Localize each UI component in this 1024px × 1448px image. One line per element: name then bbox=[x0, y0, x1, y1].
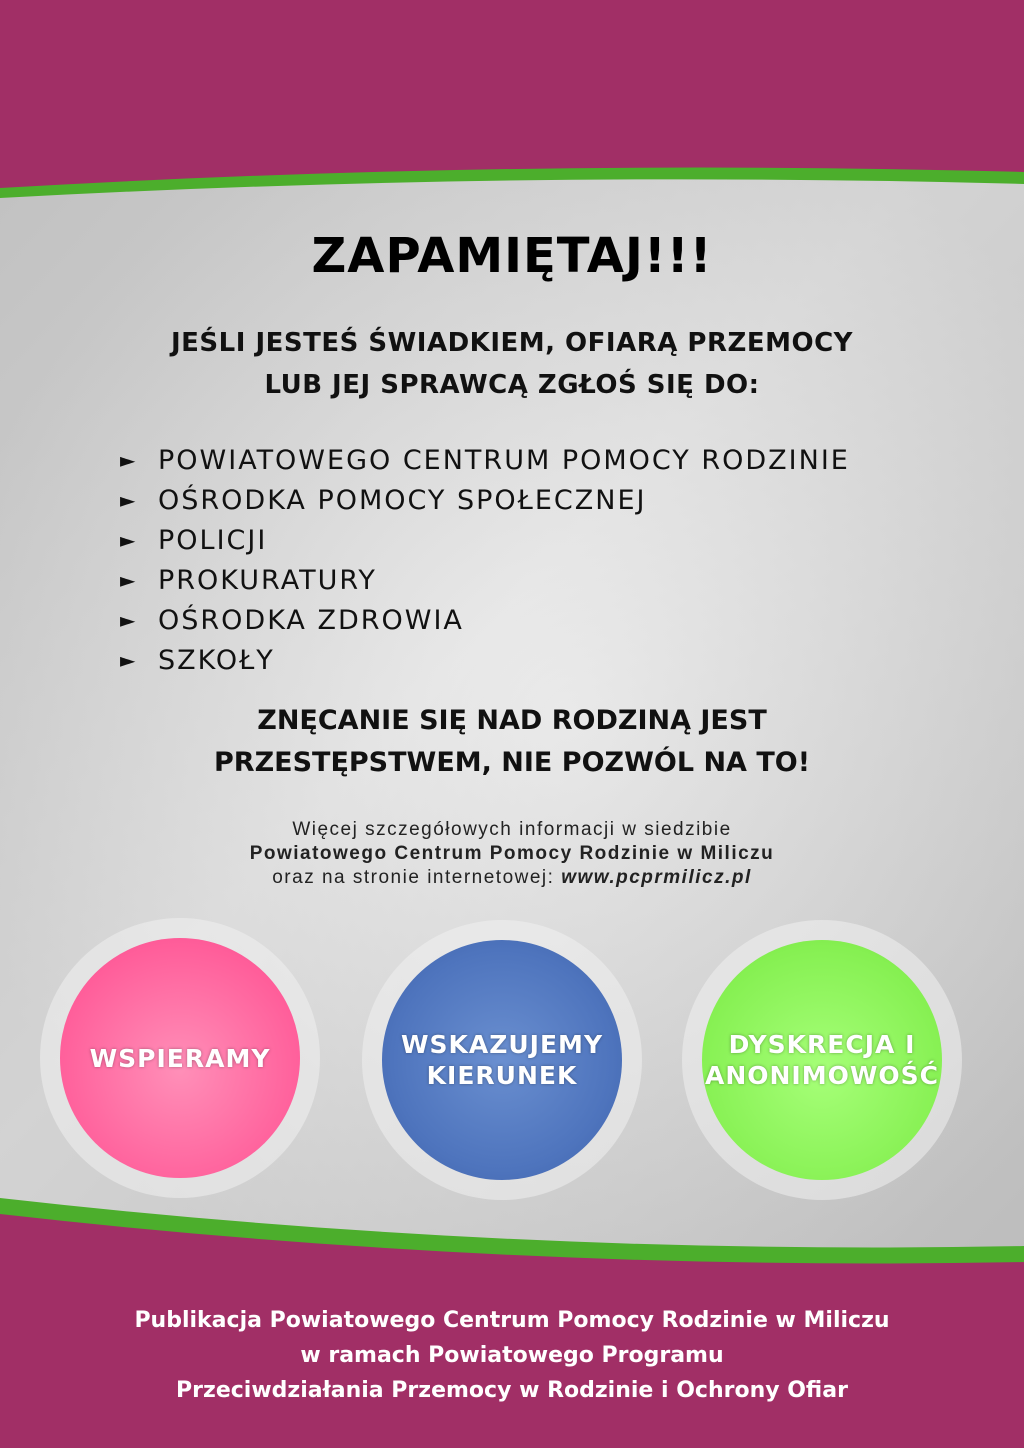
badge-circle bbox=[382, 940, 622, 1180]
list-item-label: OŚRODKA POMOCY SPOŁECZNEJ bbox=[158, 484, 647, 516]
warning-message bbox=[0, 700, 1024, 784]
badge-label: KIERUNEK bbox=[426, 1061, 578, 1090]
badge-wskazujemy-kierunek bbox=[362, 920, 642, 1200]
badge-wspieramy bbox=[40, 918, 320, 1198]
badge-circle bbox=[60, 938, 300, 1178]
badge-circle bbox=[702, 940, 942, 1180]
info-line-1: Więcej szczegółowych informacji w siedzibie bbox=[292, 819, 732, 840]
list-item-label: POLICJI bbox=[158, 524, 268, 556]
page-title: ZAPAMIĘTAJ!!! bbox=[311, 228, 713, 284]
info-text bbox=[0, 818, 1024, 890]
footer-line-2: w ramach Powiatowego Programu bbox=[300, 1343, 724, 1368]
arrow-right-icon: ► bbox=[120, 568, 136, 592]
arrow-right-icon: ► bbox=[120, 648, 136, 672]
list-item bbox=[120, 640, 980, 680]
website-link[interactable]: www.pcprmilicz.pl bbox=[561, 867, 752, 888]
info-line-3 bbox=[0, 866, 1024, 890]
subheading-line-2: LUB JEJ SPRAWCĄ ZGŁOŚ SIĘ DO: bbox=[264, 370, 760, 400]
arrow-right-icon: ► bbox=[120, 528, 136, 552]
footer-publication-note bbox=[0, 1303, 1024, 1408]
list-item-label: POWIATOWEGO CENTRUM POMOCY RODZINIE bbox=[158, 444, 850, 476]
subheading-line-1: JEŚLI JESTEŚ ŚWIADKIEM, OFIARĄ PRZEMOCY bbox=[171, 328, 853, 358]
badge-label: DYSKRECJA I bbox=[728, 1030, 916, 1059]
info-line-3-prefix: oraz na stronie internetowej: bbox=[272, 867, 555, 888]
list-item bbox=[120, 480, 980, 520]
arrow-right-icon: ► bbox=[120, 448, 136, 472]
badge-label: WSPIERAMY bbox=[89, 1043, 271, 1073]
list-item bbox=[120, 440, 980, 480]
subheading bbox=[0, 322, 1024, 406]
badge-dyskrecja bbox=[682, 920, 962, 1200]
info-line-2: Powiatowego Centrum Pomocy Rodzinie w Miliczu bbox=[249, 843, 775, 864]
list-item bbox=[120, 600, 980, 640]
list-item-label: PROKURATURY bbox=[158, 564, 377, 596]
footer-line-3: Przeciwdziałania Przemocy w Rodzinie i Ochrony Ofiar bbox=[176, 1378, 848, 1403]
footer-line-1: Publikacja Powiatowego Centrum Pomocy Rodzinie w Miliczu bbox=[134, 1308, 890, 1333]
list-item bbox=[120, 560, 980, 600]
badge-label: WSKAZUJEMY bbox=[400, 1030, 604, 1059]
arrow-right-icon: ► bbox=[120, 608, 136, 632]
list-item bbox=[120, 520, 980, 560]
badge-label: ANONIMOWOŚĆ bbox=[704, 1061, 940, 1090]
warning-line-2: PRZESTĘPSTWEM, NIE POZWÓL NA TO! bbox=[213, 747, 811, 778]
contact-list bbox=[120, 440, 980, 680]
list-item-label: SZKOŁY bbox=[158, 644, 275, 676]
arrow-right-icon: ► bbox=[120, 488, 136, 512]
warning-line-1: ZNĘCANIE SIĘ NAD RODZINĄ JEST bbox=[257, 705, 767, 736]
list-item-label: OŚRODKA ZDROWIA bbox=[158, 604, 464, 636]
